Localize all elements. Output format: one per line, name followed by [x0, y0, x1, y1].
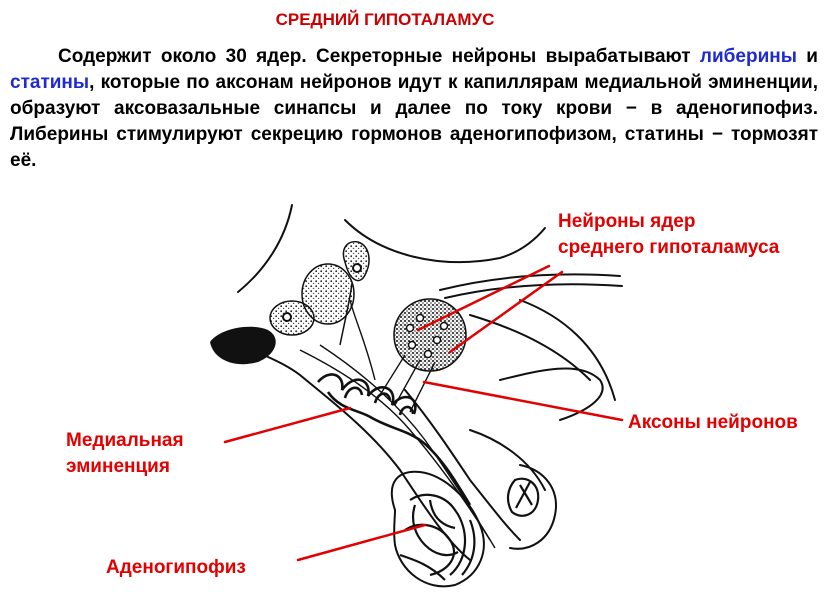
text-part-3: , которые по аксонам нейронов идут к капиллярам медиальной эминенции, образуют аксовазальные синапсы и далее по току крови − в аденогипофиз. Либерины стимулируют секрецию гормонов аденогипофизом, статины − тормозят её.	[10, 72, 818, 171]
label-medial-eminence	[66, 428, 184, 480]
dark-structure	[210, 327, 276, 364]
pointer-axons	[424, 382, 622, 420]
median-hypothalamus-nucleus	[394, 299, 466, 371]
pointer-adenohypophysis	[298, 525, 425, 560]
capillary-network	[400, 479, 538, 580]
text-part-2: и	[796, 46, 818, 67]
label-neurons-line-2: среднего гипоталамуса	[558, 237, 780, 258]
label-neurons-line-1: Нейроны ядер	[558, 211, 696, 232]
capillary-loops	[318, 374, 470, 505]
label-adenohypophysis: Аденогипофиз	[106, 557, 246, 578]
label-neurons	[558, 209, 779, 261]
page-title: СРЕДНИЙ ГИПОТАЛАМУС	[275, 10, 495, 29]
label-eminence-line-1: Медиальная	[66, 430, 184, 451]
pointer-neurons-1	[418, 266, 549, 330]
term-liberins: либерины	[699, 46, 797, 67]
brain-outline	[238, 205, 622, 586]
term-statins: статины	[10, 72, 90, 93]
label-axons: Аксоны нейронов	[628, 412, 798, 433]
text-part-1: Содержит около 30 ядер. Секреторные нейроны вырабатывают	[58, 46, 700, 67]
label-eminence-line-2: эминенция	[66, 456, 170, 477]
pointer-eminence	[225, 408, 350, 442]
